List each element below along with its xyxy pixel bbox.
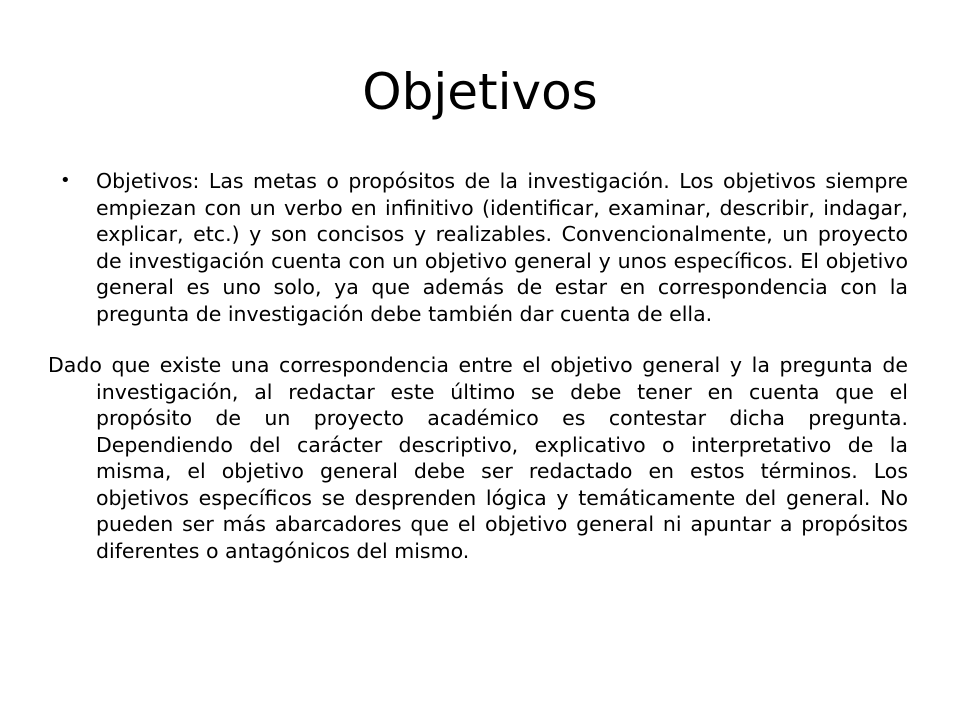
bullet-text: Objetivos: Las metas o propósitos de la investigación. Los objetivos siempre empiezan con un verbo en infinitivo (identificar, examinar, describir, indagar, explicar, etc.) y son concisos y realizables. Convencionalmente, un proyecto de investigación cuenta con un objetivo general y unos específicos. El objetivo general es uno solo, ya que además de estar en correspondencia con la pregunta de investigación debe también dar cuenta de ella.	[96, 169, 908, 326]
body-paragraph: Dado que existe una correspondencia entre el objetivo general y la pregunta de investigación, al redactar este último se debe tener en cuenta que el propósito de un proyecto académico es contestar dicha pregunta. Dependiendo del carácter descriptivo, explicativo o interpretativo de la misma, el objetivo general debe ser redactado en estos términos. Los objetivos específicos se desprenden lógica y temáticamente del general. No pueden ser más abarcadores que el objetivo general ni apuntar a propósitos diferentes o antagónicos del mismo.	[48, 353, 908, 563]
slide-body	[48, 168, 908, 564]
bullet-icon: •	[60, 170, 71, 191]
bullet-item	[48, 168, 908, 327]
slide-title: Objetivos	[362, 63, 598, 121]
